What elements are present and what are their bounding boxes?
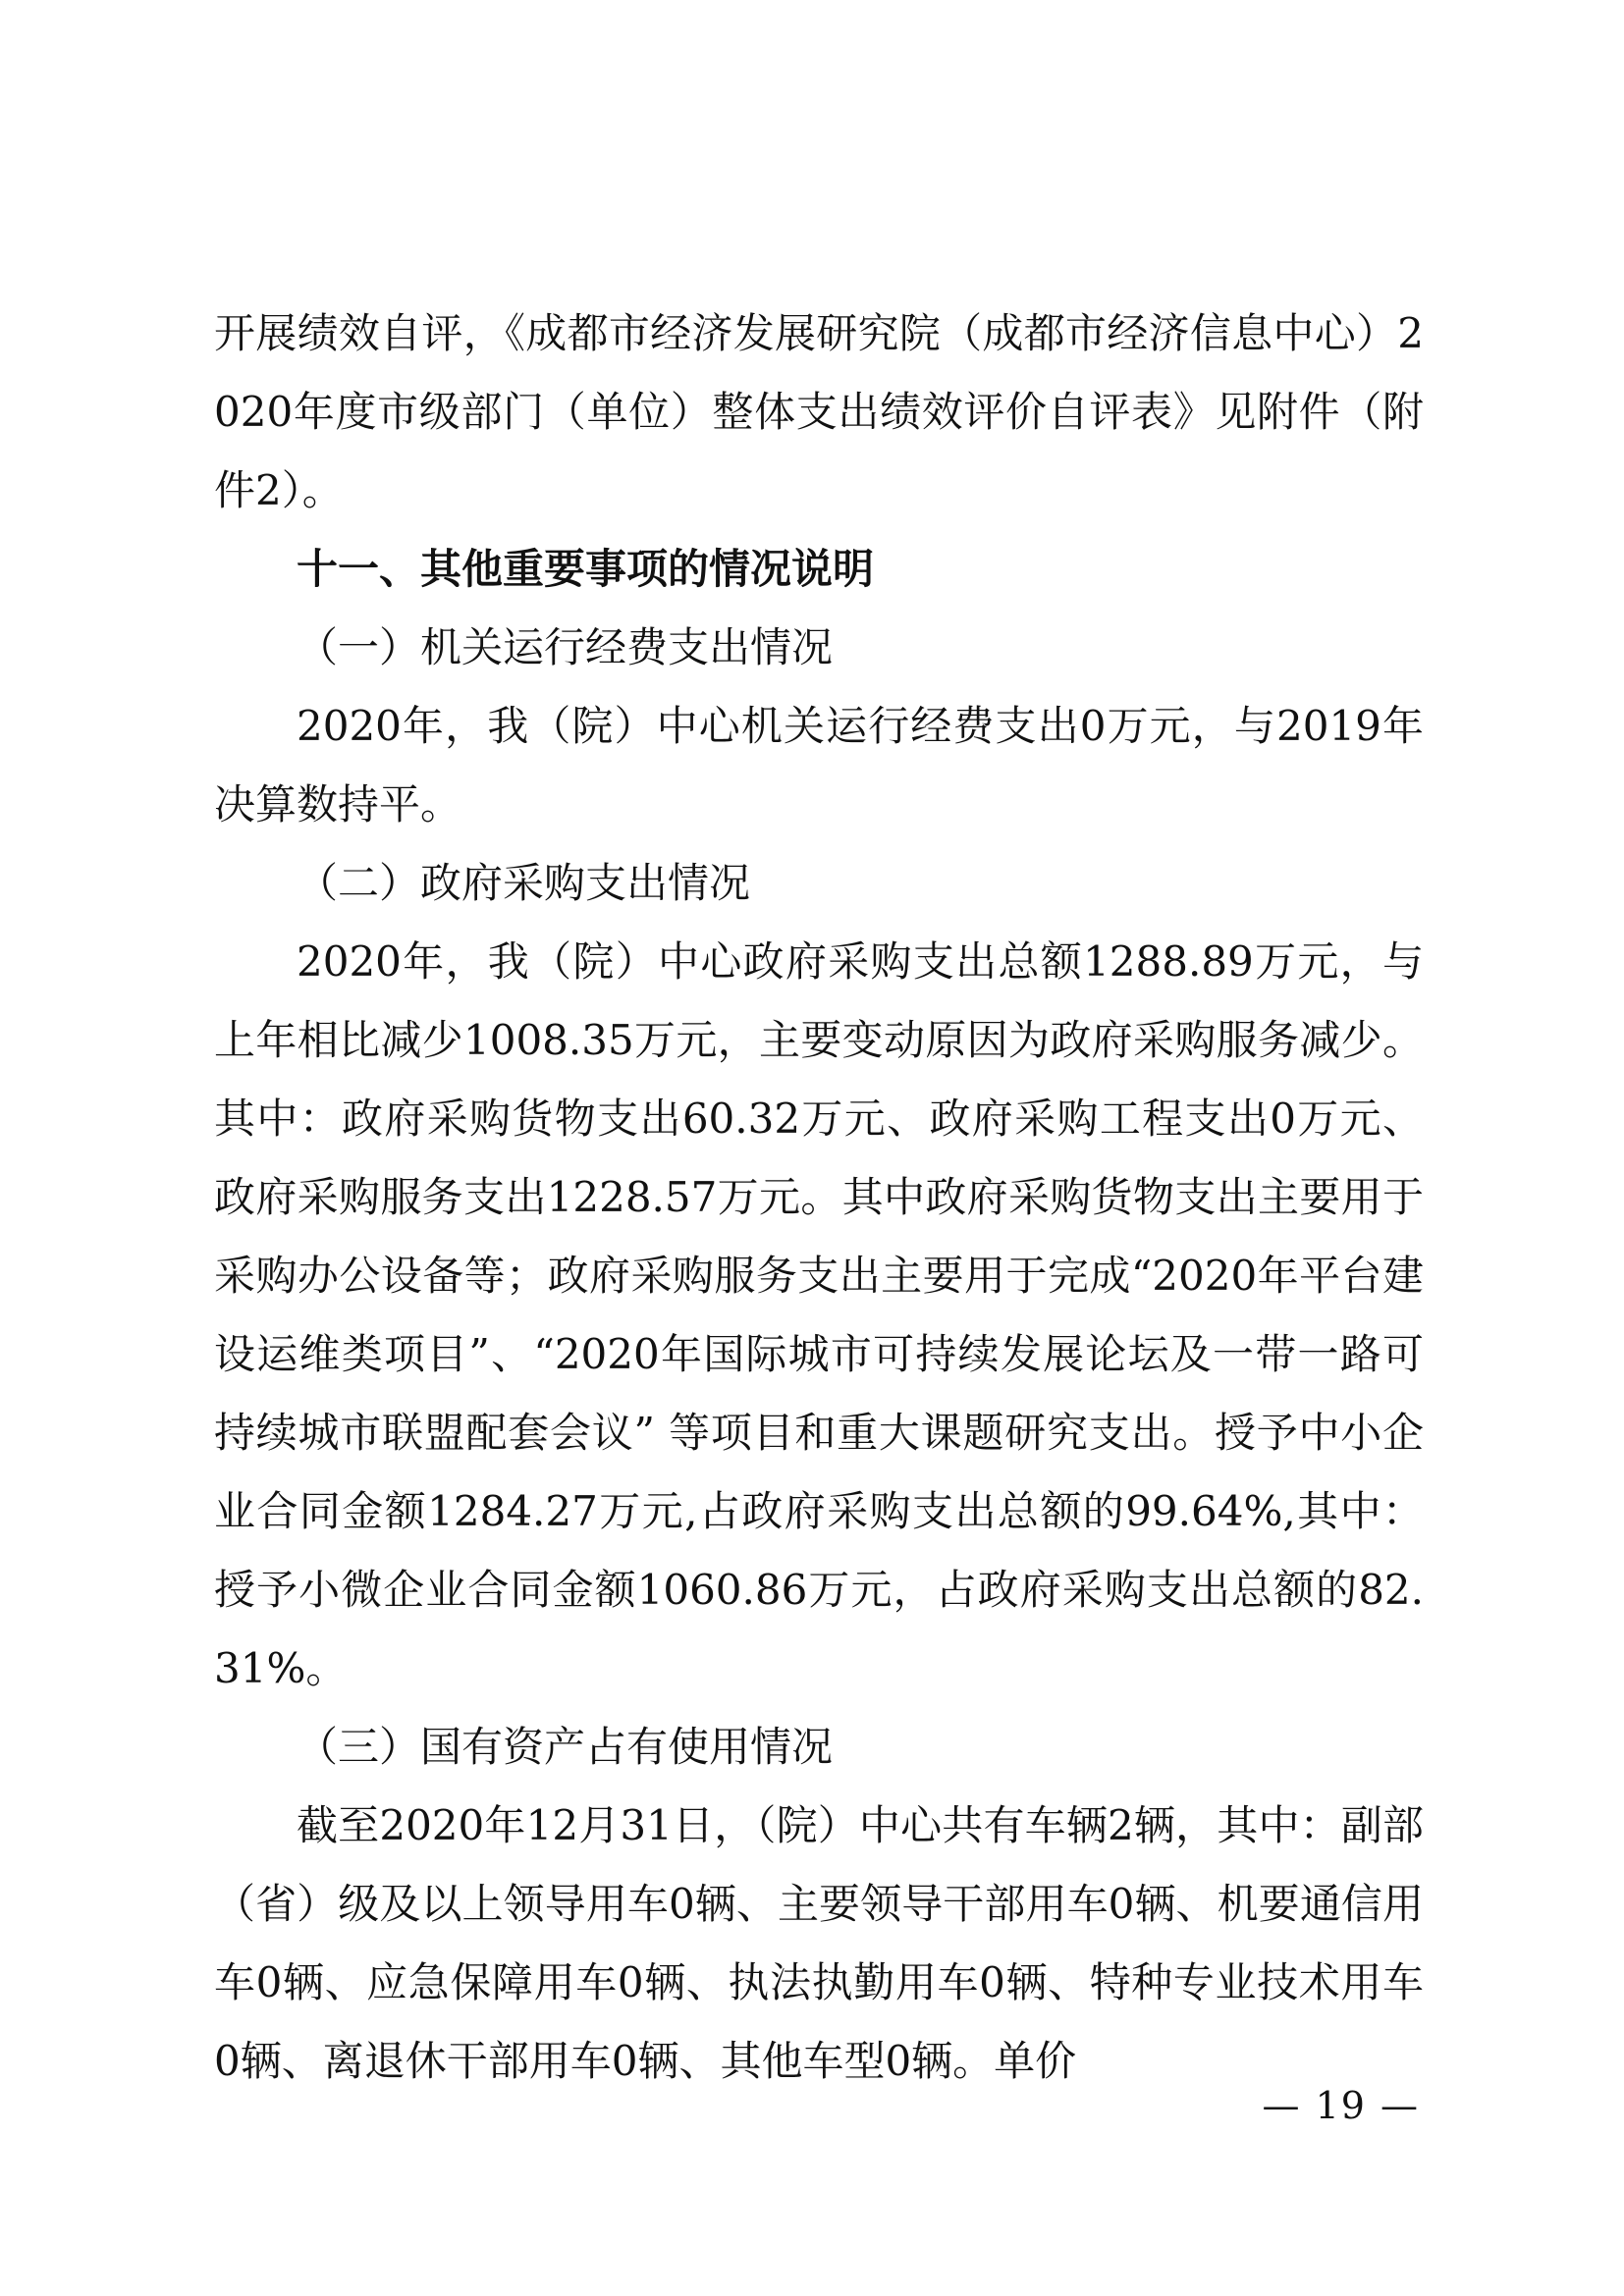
subheading-government-procurement: （二）政府采购支出情况 (297, 859, 751, 907)
page-number: — 19 — (1262, 2084, 1420, 2127)
paragraph-operating-expenses: 2020年，我（院）中心机关运行经费支出0万元，与2019年决算数持平。 (214, 702, 1424, 828)
section-heading-eleven: 十一、其他重要事项的情况说明 (297, 545, 875, 593)
subheading-state-assets: （三）国有资产占有使用情况 (297, 1723, 834, 1771)
subheading-operating-expenses: （一）机关运行经费支出情况 (297, 623, 834, 671)
paragraph-state-assets: 截至2020年12月31日，（院）中心共有车辆2辆，其中：副部（省）级及以上领导用车0辆、主要领导干部用车0辆、机要通信用车0辆、应急保障用车0辆、执法执勤用车0辆、特种专业技术用车0辆、离退休干部用车0辆、其他车型0辆。单价 (214, 1801, 1424, 2085)
paragraph-government-procurement: 2020年，我（院）中心政府采购支出总额1288.89万元，与上年相比减少1008.35万元，主要变动原因为政府采购服务减少。其中：政府采购货物支出60.32万元、政府采购工程支出0万元、政府采购服务支出1228.57万元。其中政府采购货物支出主要用于采购办公设备等；政府采购服务支出主要用于完成“2020年平台建设运维类项目”、“2020年国际城市可持续发展论坛及一带一路可持续城市联盟配套会议” 等项目和重大课题研究支出。授予中小企业合同金额1284.27万元,占政府采购支出总额的99.64%,其中：授予小微企业合同金额1060.86万元，占政府采购支出总额的82.31%。 (214, 937, 1424, 1692)
paragraph-self-evaluation: 开展绩效自评，《成都市经济发展研究院（成都市经济信息中心）2020年度市级部门（单位）整体支出绩效评价自评表》见附件（附件2）。 (214, 309, 1424, 514)
page-body (214, 294, 1424, 2101)
